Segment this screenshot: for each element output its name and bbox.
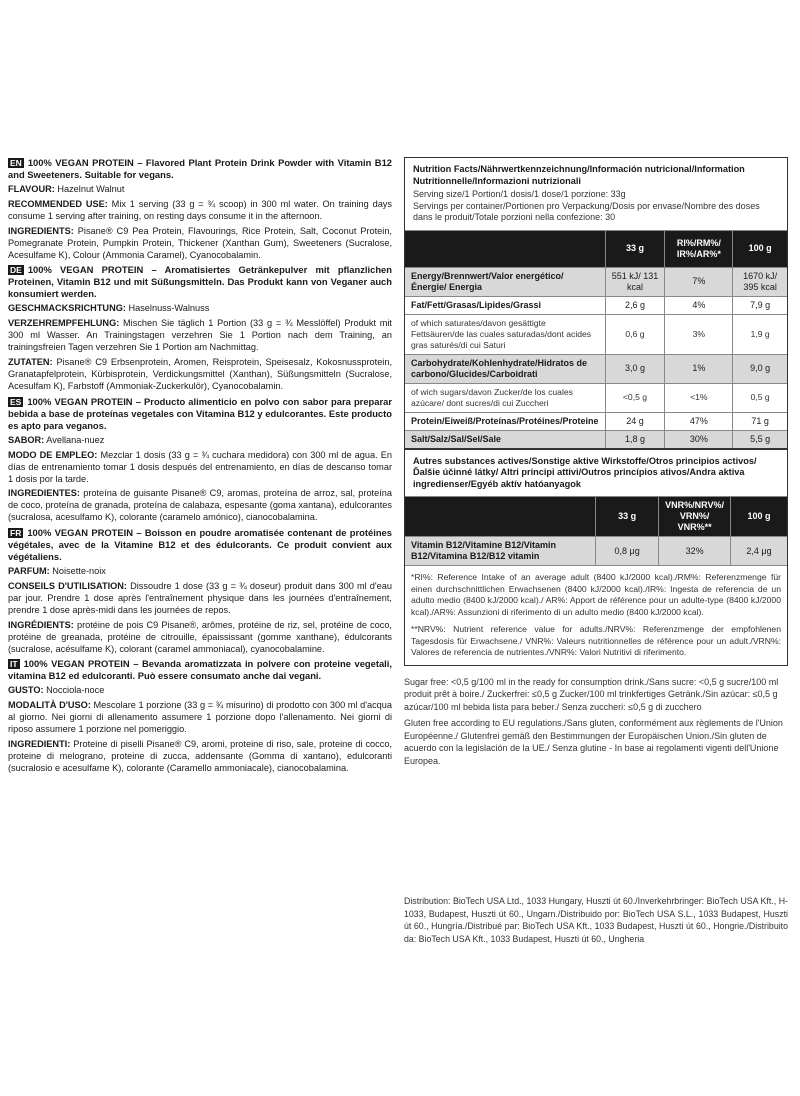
es-ingredients: INGREDIENTES: proteína de guisante Pisane® C9, aromas, proteína de arroz, sal, proteína de coco, proteína de granada, proteína de calabaza, espesante (goma xantana), edulcorantes (sucralosa, acesulfamo K), colorante (caramelo amónico), cianocobalamina.: [8, 488, 392, 523]
it-ingredients: INGREDIENTI: Proteine di piselli Pisane® C9, aromi, proteine di riso, sale, proteine di cocco, proteine di melograno, proteine di zucca, addensante (Gomma di xantano), edulcoranti (sucralosio e acesulfame K), colorante (Caramello ammoniacale), cianocobalamina.: [8, 739, 392, 773]
nutrition-title: Nutrition Facts/Nährwertkennzeichnung/Información nutricional/Information Nutritionnelle/Informazioni nutrizionali: [413, 164, 745, 186]
lang-badge-de: DE: [10, 265, 22, 276]
table-row: [405, 430, 787, 448]
row-value-33g: <0,5 g: [605, 383, 665, 412]
active-substances-table: [405, 496, 787, 565]
row-label: of wich sugars/davon Zucker/de los cuales azúcare/ dont sucres/di cui Zuccheri: [405, 383, 605, 412]
row-value-ri: 7%: [665, 267, 733, 296]
row-label: Vitamin B12/Vitamine B12/Vitamin B12/Vitamina B12/B12 vitamin: [405, 537, 596, 566]
row-label: Salt/Salz/Sal/Sel/Sale: [405, 430, 605, 448]
distribution-info: Distribution: BioTech USA Ltd., 1033 Hungary, Huszti út 60./Inverkehrbringer: BioTech USA Kft., H-1033, Budapest, Huszti út 60., Ungarn./Distribuido por: BioTech USA S.L., 1033 Budapest, Huszti út 60., Hungría./Distribué par: BioTech USA Kft., 1033 Budapest, Huszti út 60., Hongrie./Distribuito da: BioTech USA Kft., 1033 Budapest, Huszti út 60., Ungheria: [404, 896, 788, 944]
header-33g: 33 g: [596, 497, 659, 537]
nutrition-panel: [404, 157, 788, 767]
row-value-ri: <1%: [665, 383, 733, 412]
lang-badge-en: EN: [10, 158, 22, 168]
row-value-33g: 24 g: [605, 412, 665, 430]
row-value-ri: 47%: [665, 412, 733, 430]
actives-header-row: [405, 497, 787, 537]
gluten-free-note: Gluten free according to EU regulations./Sans gluten, conformément aux règlements de l'Union Européenne./ Glutenfrei gemäß den Bestimmungen der Europäischen Union./Sin gluten de acuerdo con la legislación de la UE./ Senza glutine - In base ai regolamenti vigenti dell'Unione Europea.: [404, 718, 783, 766]
row-value-ri: 1%: [665, 354, 733, 383]
it-flavour: GUSTO: Nocciola-noce: [8, 685, 105, 696]
section-de: [8, 264, 392, 392]
de-title: [8, 264, 392, 300]
claims-notes: [404, 676, 788, 768]
fr-title-text: 100% VEGAN PROTEIN – Boisson en poudre aromatisée contenant de protéines végétales, avec de la Vitamine B12 et des édulcorants. Ce produit convient aux végétaliens.: [8, 527, 392, 563]
header-100g: 100 g: [733, 230, 787, 267]
row-value-100g: 9,0 g: [733, 354, 787, 383]
row-value-33g: 1,8 g: [605, 430, 665, 448]
de-flavour: GESCHMACKSRICHTUNG: Haselnuss-Walnuss: [8, 303, 210, 314]
row-value-ri: 3%: [665, 314, 733, 354]
row-label: Carbohydrate/Kohlenhydrate/Hidratos de carbono/Glucides/Carboidrati: [405, 354, 605, 383]
table-row: [405, 354, 787, 383]
header-ri: RI%/RM%/ IR%/AR%*: [665, 230, 733, 267]
fr-title: [8, 527, 392, 563]
table-row: [405, 314, 787, 354]
es-title-text: 100% VEGAN PROTEIN – Producto alimenticio en polvo con sabor para preparar bebida a base de proteínas vegetales con Vitamina B12 y edulcorantes. Este producto es apto para veganos.: [8, 395, 392, 431]
nutrition-facts-box: [404, 157, 788, 449]
row-value-nrv: 32%: [659, 537, 731, 566]
row-value-ri: 4%: [665, 296, 733, 314]
header-33g: 33 g: [605, 230, 665, 267]
nrv-footnote: **NRV%: Nutrient reference value for adults./NRV%: Referenzmenge der empfohlenen Tagesdosis für Erwachsene./ VNR%: Valeurs nutritionnelles de référence pour un adult./VRN%: Valores de referencia de nutrientes./VNR%: Valori Nutritivi di riferimento.: [411, 624, 781, 657]
row-label: of which saturates/davon gesättigte Fettsäuren/de las cuales saturadas/dont acides gras saturés/di cui Saturi: [405, 314, 605, 354]
en-ingredients: INGREDIENTS: Pisane® C9 Pea Protein, Flavourings, Rice Protein, Salt, Coconut Protein, Pomegranate Protein, Pumpkin Protein, Thickener (Xanthan Gum), Sweeteners (Sucralose, Acesulfame K), Colour (Ammonia Caramel), Cyanocobalamin.: [8, 225, 392, 260]
en-title-text: 100% VEGAN PROTEIN – Flavored Plant Protein Drink Powder with Vitamin B12 and Sweeteners. Suitable for vegans.: [8, 157, 392, 180]
fr-use: CONSEILS D'UTILISATION: Dissoudre 1 dose (33 g = ¾ doseur) produit dans 300 ml d'eau par jour. Prendre 1 dose après l'entraînement physique dans les journées d'entraînement, prendre 1 dose après-midi dans les journées de repos.: [8, 581, 392, 615]
de-ingredients: ZUTATEN: Pisane® C9 Erbsenprotein, Aromen, Reisprotein, Speisesalz, Kokosnussprotein, Granatapfelprotein, Kürbisprotein, Verdickungsmittel (Xanthan), Süßungsmitteln (Sucralose, Acesulfam K), Farbstoff (Ammoniak-Zuckerkulör), Cyanocobalamin.: [8, 357, 393, 391]
row-value-33g: 2,6 g: [605, 296, 665, 314]
reference-footnotes: [405, 565, 787, 665]
section-es: [8, 396, 392, 524]
servings-per-container: Servings per container/Portionen pro Verpackung/Dosis por envase/Nombre des doses dans le produit/Totale porzioni nella confezione: 30: [413, 200, 760, 222]
it-title: [8, 658, 392, 682]
es-title: [8, 396, 392, 432]
it-use: MODALITÀ D'USO: Mescolare 1 porzione (33 g = ¾ misurino) di prodotto con 300 ml d'acqua al giorno. Nei giorni di allenamento assumere 1 porzione dopo l'allenamento. Nei giorni di riposo assumere 1 porzione nel pomeriggio.: [8, 700, 392, 735]
multilingual-labels: [8, 157, 392, 778]
it-title-text: 100% VEGAN PROTEIN – Bevanda aromatizzata in polvere con proteine vegetali, vitamina B12 ed edulcoranti. Può essere consumato anche dai vegani.: [8, 658, 392, 682]
header-100g: 100 g: [731, 497, 788, 537]
nutrition-header-row: [405, 230, 787, 267]
row-value-33g: 0,6 g: [605, 314, 665, 354]
serving-info: [405, 189, 787, 230]
header-blank: [405, 497, 596, 537]
es-flavour: SABOR: Avellana-nuez: [8, 434, 105, 445]
header-blank: [405, 230, 605, 267]
de-title-text: 100% VEGAN PROTEIN – Aromatisiertes Getränkepulver mit pflanzlichen Proteinen, Vitamin B12 und mit Süßungsmitteln. Das Produkt kann von Veganer auch konsumiert werden.: [8, 264, 392, 300]
table-row: [405, 296, 787, 314]
active-substances-title: Autres substances actives/Sonstige aktive Wirkstoffe/Otros principios activos/Ďalšie účinné látky/ Altri principi attivi/Outros princípios ativos/Andra aktiva ingredienser/Egyéb aktív hatóanyagok: [405, 449, 787, 497]
header-nrv: VNR%/NRV%/ VRN%/ VNR%**: [659, 497, 731, 537]
serving-size: Serving size/1 Portion/1 dosis/1 dose/1 porzione: 33g: [413, 189, 626, 199]
lang-badge-it: IT: [10, 659, 18, 670]
en-use: RECOMMENDED USE: Mix 1 serving (33 g = ¾ scoop) in 300 ml water. On training days consume 1 serving after training, on resting days consume it in the afternoon.: [8, 198, 392, 221]
row-value-100g: 7,9 g: [733, 296, 787, 314]
section-it: [8, 658, 392, 774]
section-en: [8, 157, 392, 261]
fr-ingredients: INGRÉDIENTS: protéine de pois C9 Pisane®, arômes, protéine de riz, sel, protéine de coco, protéine de greanada, protéine de citrouille, épaississant (gomme xanthane), édulcorants (sucralose, acésulfame K), colorant (caramel ammoniacal), cyanocobalamine.: [8, 619, 392, 654]
row-value-100g: 2,4 μg: [731, 537, 788, 566]
row-value-100g: 5,5 g: [733, 430, 787, 448]
row-value-ri: 30%: [665, 430, 733, 448]
table-row: [405, 412, 787, 430]
table-row: [405, 267, 787, 296]
table-row: [405, 537, 787, 566]
row-label: Energy/Brennwert/Valor energético/Énergie/ Energia: [405, 267, 605, 296]
sugar-free-note: Sugar free: <0,5 g/100 ml in the ready for consumption drink./Sans sucre: <0,5 g sucre/100 ml produit prêt à boire./ Zuckerfrei: ≤0,5 g Zucker/100 ml trinkfertiges Getränk./Sin azúcar: ≤0,5 g azúcar/100 ml bebida lista para beber./ Senza zuccheri: ≤0,5 g di zucchero: [404, 676, 779, 712]
row-value-100g: 1670 kJ/ 395 kcal: [733, 267, 787, 296]
active-substances-box: [404, 449, 788, 666]
en-title: [8, 157, 392, 181]
es-use: MODO DE EMPLEO: Mezclar 1 dosis (33 g = ¾ cuchara medidora) con 300 ml de agua. En días de entrenamiento tomar 1 dosis después del entrenamiento, en días de descanso tomar 1 dosis por la tarde.: [8, 449, 392, 484]
table-row: [405, 383, 787, 412]
de-use: VERZEHREMPFEHLUNG: Mischen Sie täglich 1 Portion (33 g = ¾ Messlöffel) Produkt mit 300 ml Wasser. An Trainingstagen verzehren Sie 1 Portion nach dem Training, an trainingsfreien Tagen verzehren Sie 1 Portion am Nachmittag.: [8, 318, 392, 353]
en-flavour: FLAVOUR: Hazelnut Walnut: [8, 184, 125, 194]
row-value-33g: 0,8 μg: [596, 537, 659, 566]
section-fr: [8, 527, 392, 655]
row-value-33g: 3,0 g: [605, 354, 665, 383]
row-value-100g: 71 g: [733, 412, 787, 430]
row-value-100g: 0,5 g: [733, 383, 787, 412]
nutrition-table: [405, 230, 787, 448]
ri-footnote: *RI%: Reference Intake of an average adult (8400 kJ/2000 kcal)./RM%: Referenzmenge für einen durchschnittlichen Erwachsenen (8400 kJ/2000 kcal)./IR%: Ingesta de referencia de un adulto medio (8400 kJ/2000 kcal)./ AR%: Apport de référence pour un adulte-type (8400 kJ/2000 kcal)./AR%: Assunzioni di riferimento di un adulto medio (8400 kJ/2000 kcal).: [411, 572, 781, 617]
row-value-100g: 1,9 g: [733, 314, 787, 354]
fr-flavour: PARFUM: Noisette-noix: [8, 566, 106, 577]
lang-badge-fr: FR: [10, 528, 22, 539]
row-value-33g: 551 kJ/ 131 kcal: [605, 267, 665, 296]
row-label: Protein/Eiweiß/Proteínas/Protéines/Proteine: [405, 412, 605, 430]
row-label: Fat/Fett/Grasas/Lipides/Grassi: [405, 296, 605, 314]
lang-badge-es: ES: [10, 396, 22, 407]
